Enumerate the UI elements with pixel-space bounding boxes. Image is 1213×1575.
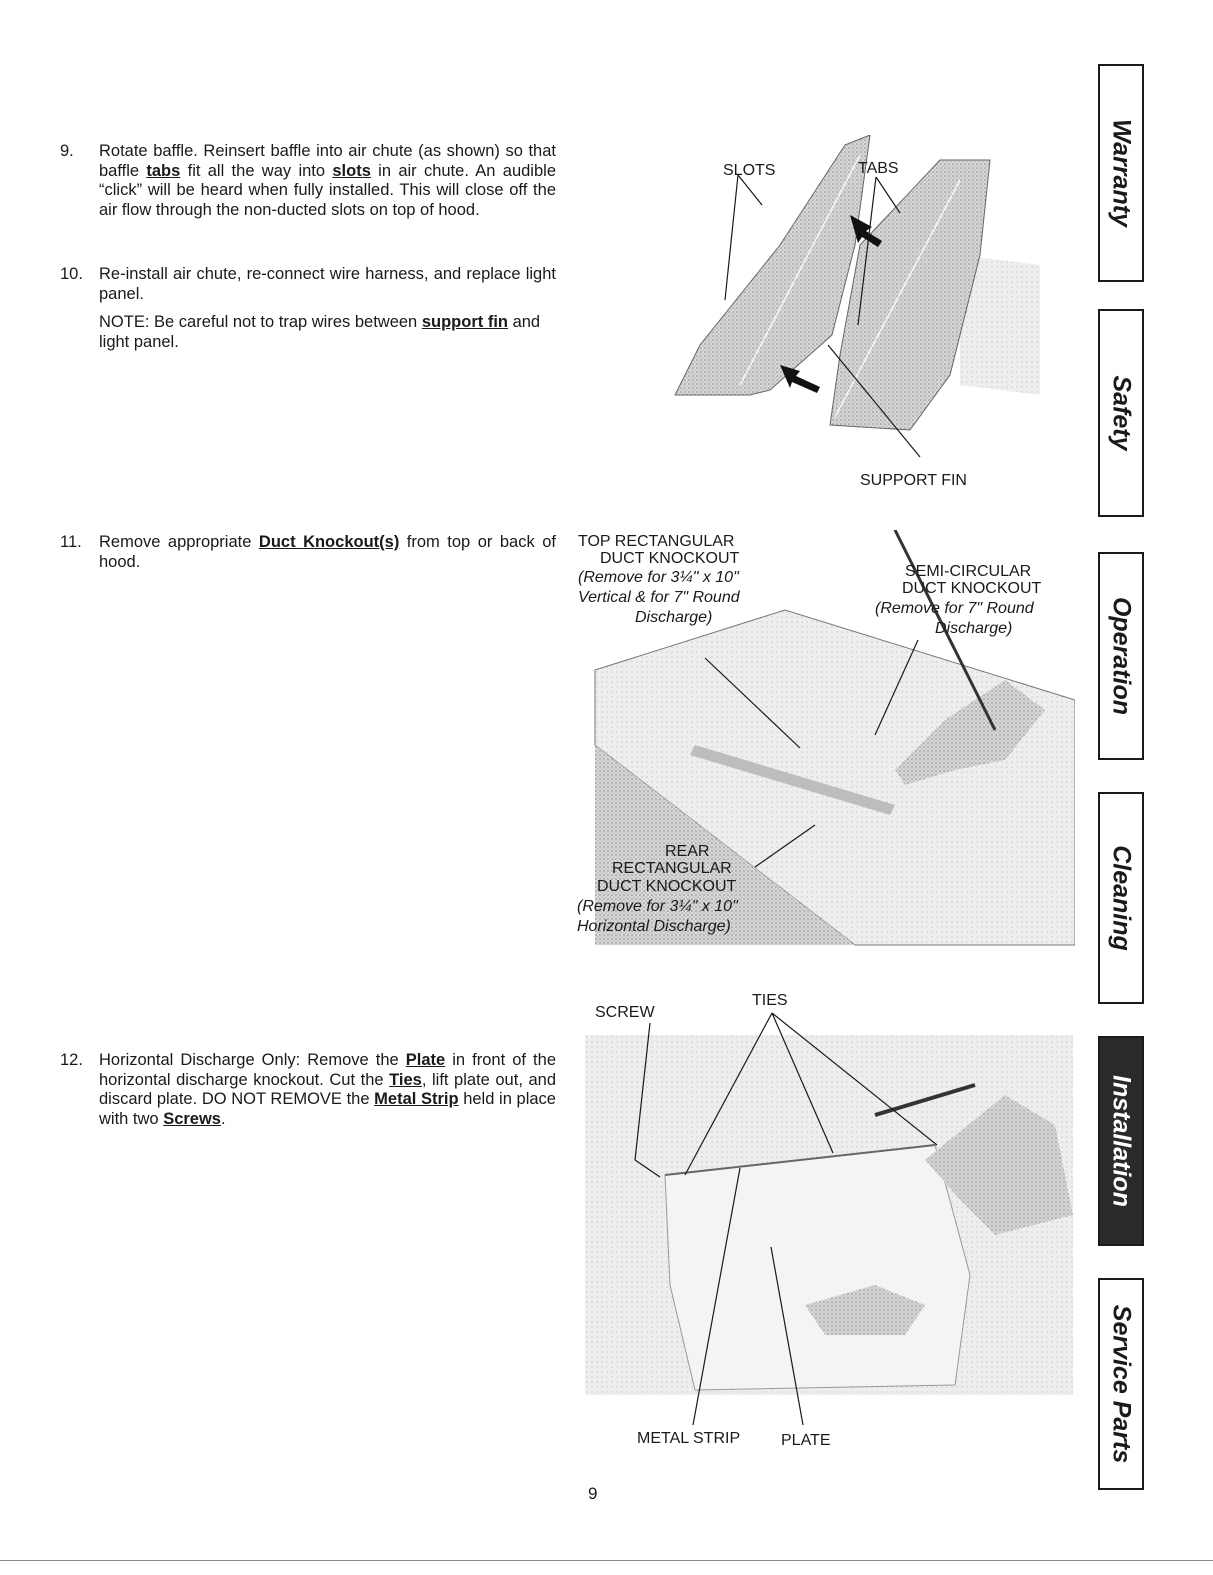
leader-line xyxy=(725,175,738,300)
label-rear-2: RECTANGULAR xyxy=(612,860,732,877)
tab-cleaning[interactable] xyxy=(1098,792,1144,1004)
plate-shape xyxy=(665,1145,970,1390)
step-number: 11. xyxy=(60,533,82,551)
text-run: NOTE: Be careful not to trap wires between xyxy=(99,313,422,331)
bottom-rule xyxy=(0,1560,1213,1561)
term-ties: Ties xyxy=(389,1070,422,1089)
label-top-rect-2: DUCT KNOCKOUT xyxy=(600,550,740,567)
term-metal-strip: Metal Strip xyxy=(374,1090,459,1108)
term-screws: Screws xyxy=(163,1109,221,1128)
step-number: 10. xyxy=(60,265,83,283)
leader-line xyxy=(876,177,900,213)
tab-label: Operation xyxy=(1107,596,1136,716)
label-top-rect-note-2: Vertical & for 7" Round xyxy=(578,589,740,606)
label-top-rect-note-3: Discharge) xyxy=(635,609,713,626)
step-text xyxy=(99,142,556,220)
text-run: from top or back of hood. xyxy=(99,533,556,571)
tab-operation[interactable] xyxy=(1098,552,1144,760)
step-12 xyxy=(60,1051,556,1129)
term-support-fin: support fin xyxy=(421,313,508,331)
tab-label: Warranty xyxy=(1107,119,1136,227)
step-text xyxy=(99,533,556,572)
text-run: in air chute. An audible “click” will be heard when fully installed. This will close off the air flow through the non-ducted slots on top of hood. xyxy=(99,161,556,219)
label-slots: SLOTS xyxy=(723,162,776,179)
term-duct-knockouts: Duct Knockout(s) xyxy=(258,533,400,551)
label-top-rect-note-1: (Remove for 3¼" x 10" xyxy=(578,569,739,586)
arrow-icon xyxy=(780,365,820,393)
label-plate: PLATE xyxy=(781,1432,831,1449)
tab-safety[interactable] xyxy=(1098,309,1144,517)
tab-label: Cleaning xyxy=(1107,845,1136,951)
term-plate: Plate xyxy=(405,1051,446,1069)
label-semi-note-2: Discharge) xyxy=(935,620,1013,637)
term-slots: slots xyxy=(332,161,371,180)
term-tabs: tabs xyxy=(146,161,181,180)
step-11 xyxy=(60,533,556,572)
knockout-illustration xyxy=(575,530,1075,950)
page-number: 9 xyxy=(588,1484,598,1503)
label-top-rect-1: TOP RECTANGULAR xyxy=(578,533,735,550)
text-run: held in place with two xyxy=(99,1090,556,1128)
label-ties: TIES xyxy=(752,992,788,1009)
step-text: Re-install air chute, re-connect wire harness, and replace light panel. xyxy=(99,265,556,303)
baffle-illustration xyxy=(660,135,1040,495)
label-support-fin: SUPPORT FIN xyxy=(860,472,967,489)
text-run: Rotate baffle. Reinsert baffle into air chute (as shown) so that baffle xyxy=(99,142,556,180)
step-9 xyxy=(60,142,556,220)
step-10 xyxy=(60,265,556,352)
tab-label: Installation xyxy=(1107,1075,1136,1207)
label-screw: SCREW xyxy=(595,1004,655,1021)
figure-plate xyxy=(575,985,1075,1450)
step-number: 9. xyxy=(60,142,74,160)
label-rear-note-1: (Remove for 3¼" x 10" xyxy=(577,898,738,915)
tab-warranty[interactable] xyxy=(1098,64,1144,282)
label-metal-strip: METAL STRIP xyxy=(637,1430,741,1447)
label-semi-1: SEMI-CIRCULAR xyxy=(905,563,1032,580)
tab-service-parts[interactable] xyxy=(1098,1278,1144,1490)
text-run: in front of the horizontal discharge knockout. Cut the xyxy=(99,1051,556,1089)
text-run: and light panel. xyxy=(99,313,541,351)
tab-label: Safety xyxy=(1107,375,1136,451)
label-rear-1: REAR xyxy=(665,843,710,860)
label-rear-note-2: Horizontal Discharge) xyxy=(577,918,731,935)
step-text xyxy=(99,1051,556,1129)
label-tabs: TABS xyxy=(858,160,899,177)
tab-label: Service Parts xyxy=(1107,1304,1136,1464)
text-run: Horizontal Discharge Only: Remove the xyxy=(99,1051,406,1069)
label-semi-note-1: (Remove for 7" Round xyxy=(875,600,1034,617)
figure-knockout xyxy=(575,530,1075,950)
label-semi-2: DUCT KNOCKOUT xyxy=(902,580,1042,597)
label-rear-3: DUCT KNOCKOUT xyxy=(597,878,737,895)
step-number: 12. xyxy=(60,1051,83,1069)
text-run: fit all the way into xyxy=(180,161,333,180)
text-run: , lift plate out, and discard plate. DO NOT REMOVE the xyxy=(99,1070,556,1108)
step-note xyxy=(99,313,556,352)
figure-baffle xyxy=(660,135,1040,495)
tab-installation[interactable] xyxy=(1098,1036,1144,1246)
leader-line xyxy=(738,175,762,205)
plate-illustration xyxy=(575,985,1075,1450)
text-run: Remove appropriate xyxy=(99,533,259,551)
text-run: . xyxy=(220,1109,226,1128)
